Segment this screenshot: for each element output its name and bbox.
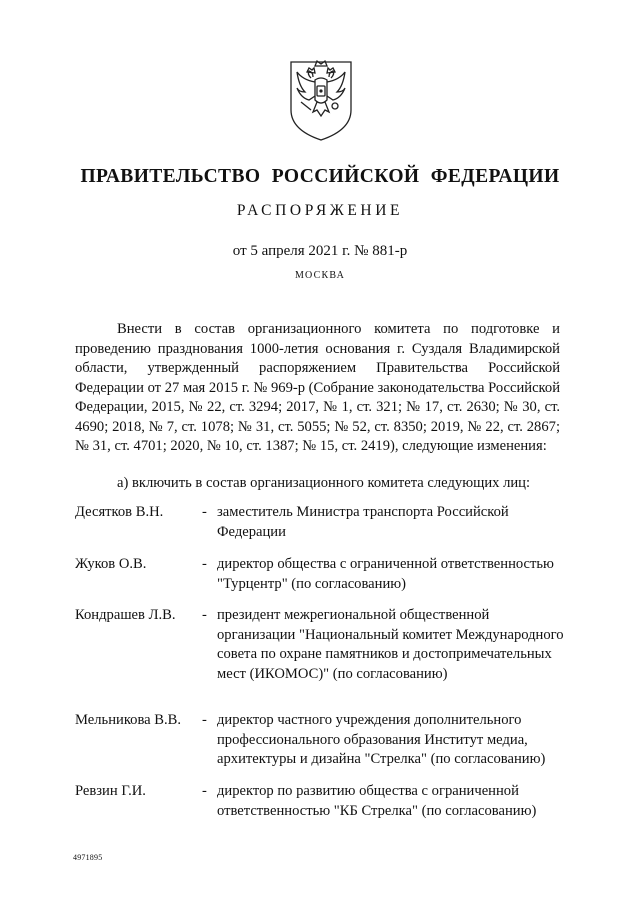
member-dash: - <box>202 712 207 728</box>
member-position: директор по развитию общества с ограниченной ответственностью "КБ Стрелка" (по согласованию) <box>217 783 537 819</box>
member-dash: - <box>202 783 207 799</box>
member-name: Кондрашев Л.В. <box>75 607 176 623</box>
member-position: заместитель Министра транспорта Российской Федерации <box>217 504 509 540</box>
member-dash: - <box>202 607 207 623</box>
member-dash: - <box>202 556 207 572</box>
member-name: Ревзин Г.И. <box>75 783 146 799</box>
member-name: Жуков О.В. <box>75 556 147 572</box>
member-position: президент межрегиональной общественной организации "Национальный комитет Международного совета по охране памятников и достопримечательных мест (ИКОМОС)" (по согласованию) <box>217 607 564 682</box>
member-name: Десятков В.Н. <box>75 504 164 520</box>
document-type: РАСПОРЯЖЕНИЕ <box>236 202 404 219</box>
government-title: ПРАВИТЕЛЬСТВО РОССИЙСКОЙ ФЕДЕРАЦИИ <box>80 166 560 187</box>
main-paragraph: Внести в состав организационного комитета по подготовке и проведению празднования 1000-летия основания г. Суздаля Владимирской области, утвержденный распоряжением Правительства Российской Федерации от 27 мая 2015 г. № 969-р (Собрание законодательства Российской Федерации, 2015, № 22, ст. 3294; 2017, № 1, ст. 321; № 17, ст. 2630; № 30, ст. 4690; 2018, № 7, ст. 1078; № 31, ст. 5055; № 52, ст. 8350; 2019, № 22, ст. 2867; № 31, ст. 4701; 2020, № 10, ст. 1387; № 15, ст. 2419), следующие изменения: <box>75 321 560 454</box>
date-number-line: от 5 апреля 2021 г. № 881-р <box>232 243 408 259</box>
member-dash: - <box>202 504 207 520</box>
sub-item-a: а) включить в состав организационного комитета следующих лиц: <box>117 475 531 491</box>
member-position: директор общества с ограниченной ответственностью "Турцентр" (по согласованию) <box>217 556 554 592</box>
document-id: 4971895 <box>73 853 103 862</box>
member-name: Мельникова В.В. <box>75 712 182 728</box>
city-label: МОСКВА <box>294 270 346 281</box>
member-position: директор частного учреждения дополнительного профессионального образования Институт медиа, архитектуры и дизайна "Стрелка" (по согласованию) <box>217 712 546 767</box>
coat-of-arms-emblem <box>287 52 355 142</box>
